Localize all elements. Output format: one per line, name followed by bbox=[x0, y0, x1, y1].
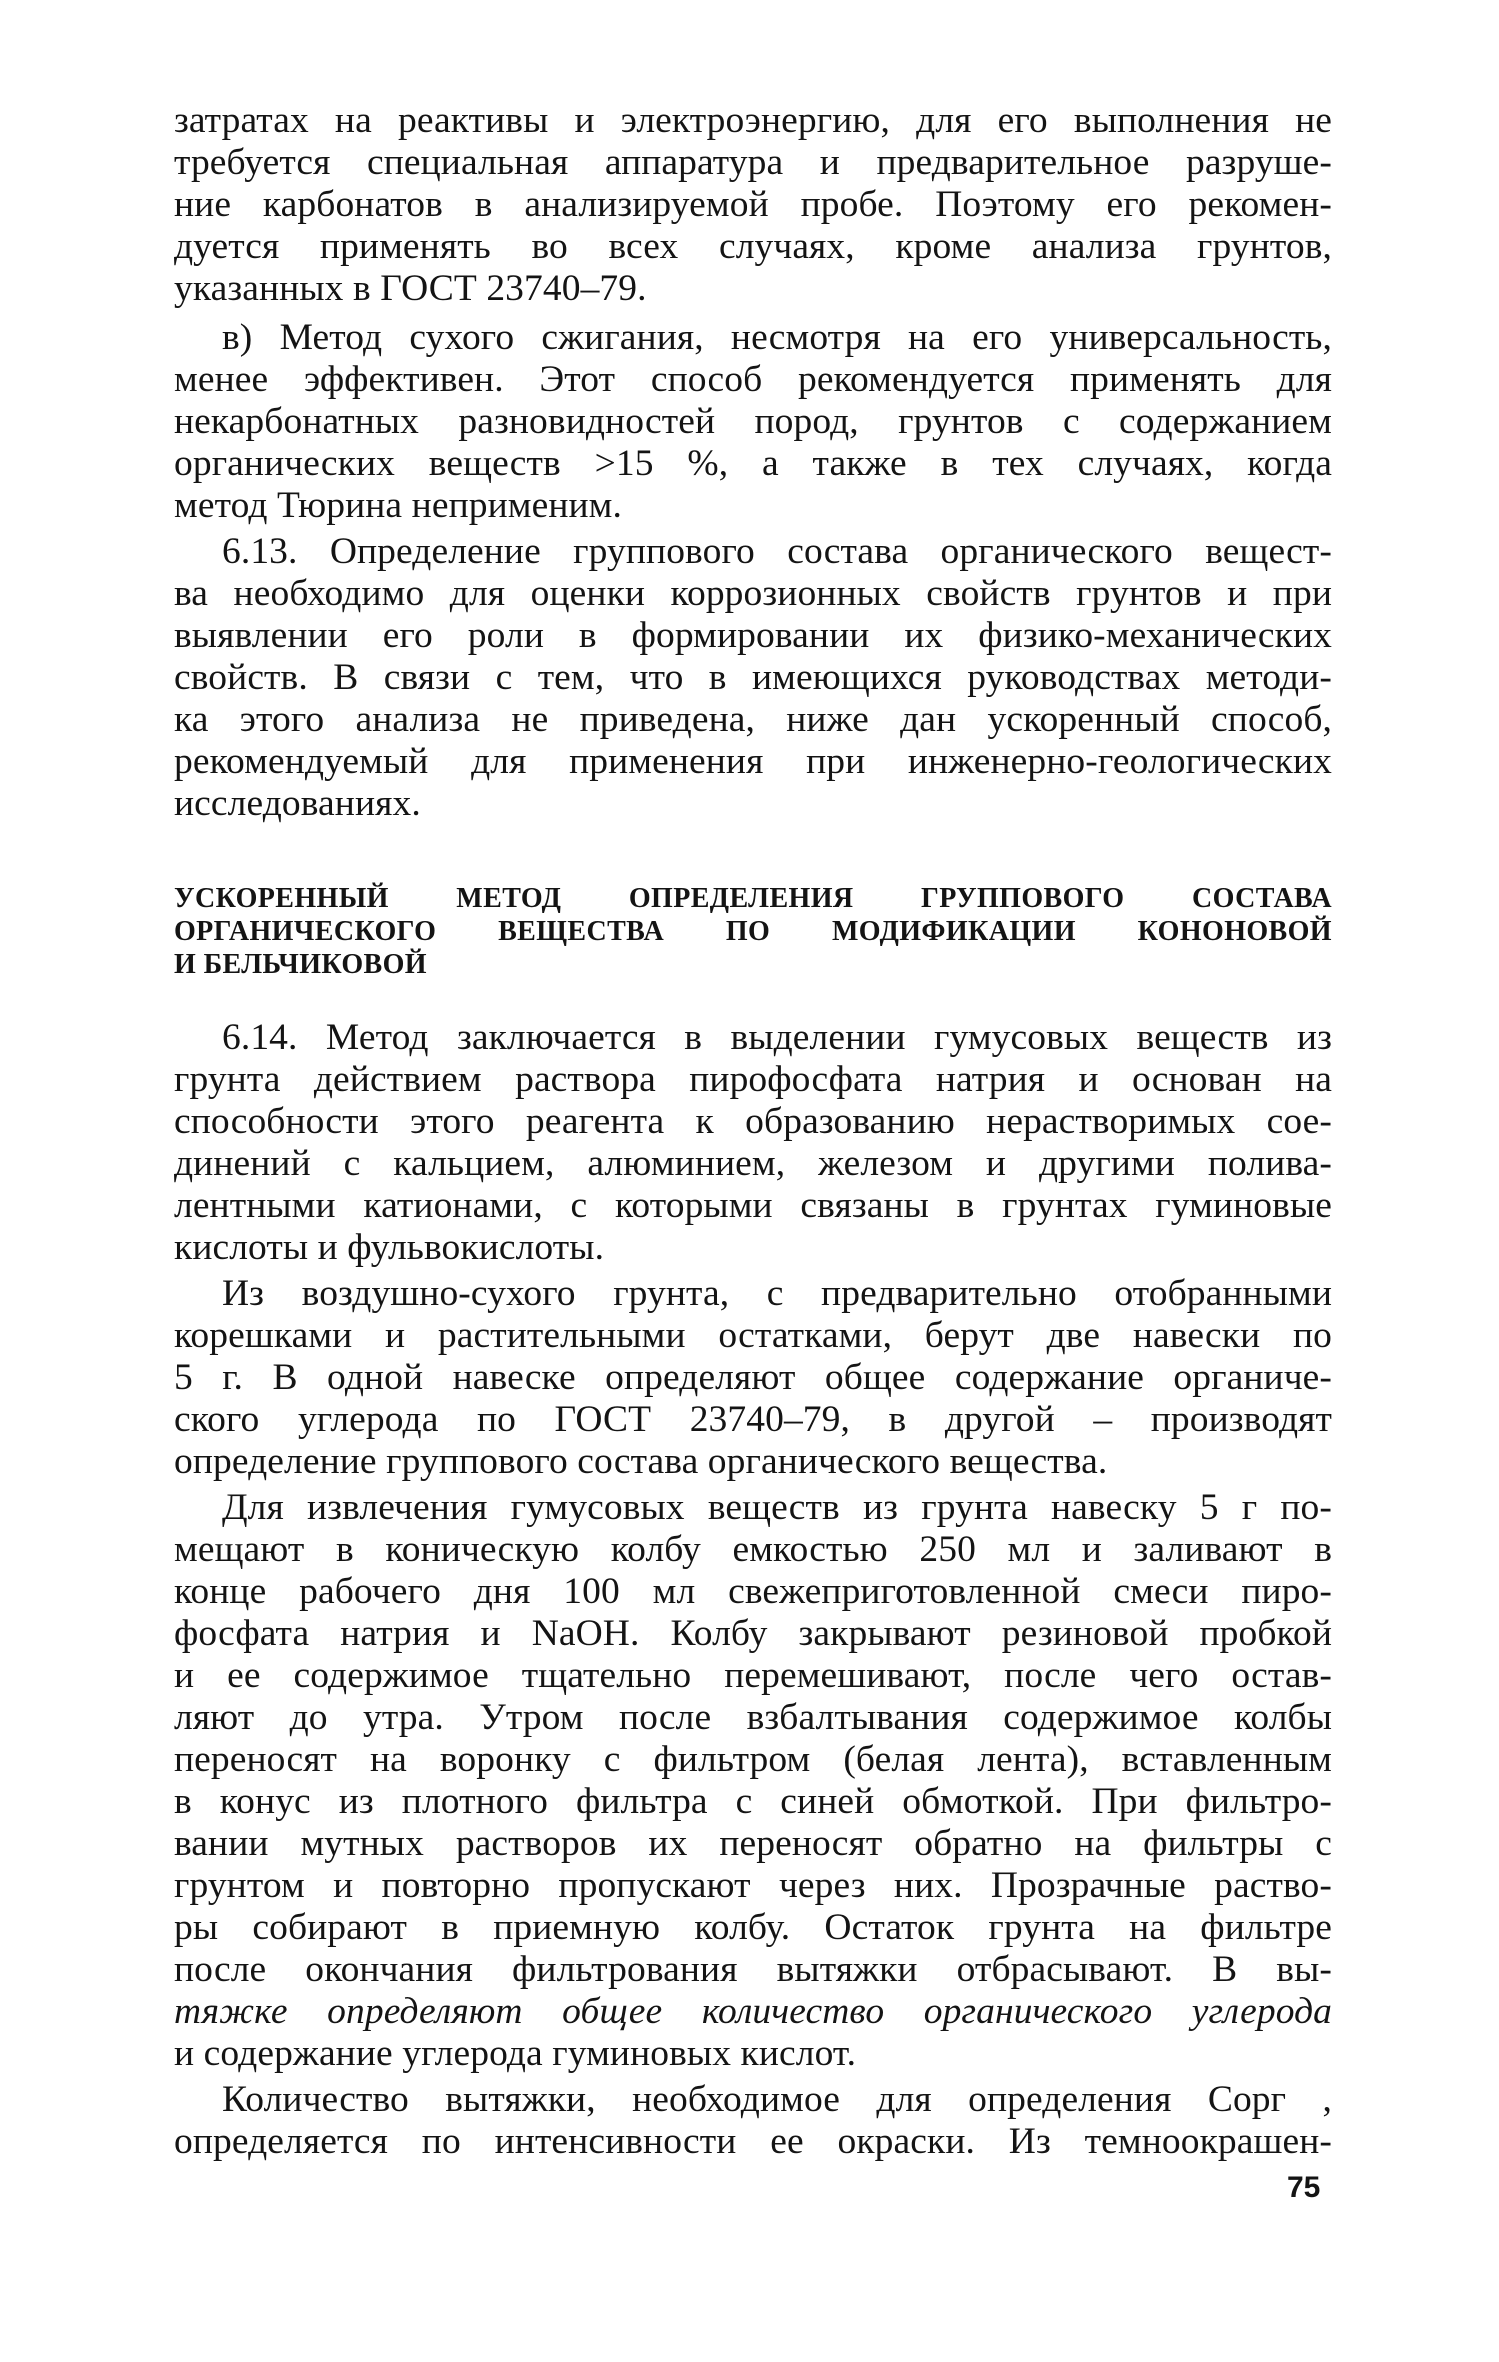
text-line: лентными катионами, с которыми связаны в грунтах гуминовые bbox=[174, 1185, 1332, 1226]
text-line: и содержание углерода гуминовых кислот. bbox=[174, 2033, 857, 2074]
section-heading-line: ОРГАНИЧЕСКОГО ВЕЩЕСТВА ПО МОДИФИКАЦИИ КОНОНОВОЙ bbox=[174, 916, 1332, 947]
text-line: затратах на реактивы и электроэнергию, для его выполнения не bbox=[174, 100, 1332, 141]
text-line: вании мутных растворов их переносят обратно на фильтры с bbox=[174, 1823, 1332, 1864]
text-line: рекомендуемый для применения при инженерно-геологических bbox=[174, 741, 1332, 782]
text-line: грунтом и повторно пропускают через них. Прозрачные раство- bbox=[174, 1865, 1332, 1906]
text-line: ского углерода по ГОСТ 23740–79, в другой – производят bbox=[174, 1399, 1332, 1440]
text-line: исследованиях. bbox=[174, 783, 421, 824]
text-line: конце рабочего дня 100 мл свежеприготовленной смеси пиро- bbox=[174, 1571, 1332, 1612]
text-line: ры собирают в приемную колбу. Остаток грунта на фильтре bbox=[174, 1907, 1332, 1948]
section-heading-line: И БЕЛЬЧИКОВОЙ bbox=[174, 949, 427, 980]
text-line: и ее содержимое тщательно перемешивают, после чего остав- bbox=[174, 1655, 1332, 1696]
text-line: некарбонатных разновидностей пород, грунтов с содержанием bbox=[174, 401, 1332, 442]
text-line: в) Метод сухого сжигания, несмотря на его универсальность, bbox=[222, 317, 1332, 358]
text-line: выявлении его роли в формировании их физико-механических bbox=[174, 615, 1332, 656]
text-line: менее эффективен. Этот способ рекомендуется применять для bbox=[174, 359, 1332, 400]
text-line: органических веществ >15 %, а также в тех случаях, когда bbox=[174, 443, 1332, 484]
text-line: метод Тюрина неприменим. bbox=[174, 485, 622, 526]
text-line: определение группового состава органического вещества. bbox=[174, 1441, 1108, 1482]
text-line: свойств. В связи с тем, что в имеющихся руководствах методи- bbox=[174, 657, 1332, 698]
text-line: ляют до утра. Утром после взбалтывания содержимое колбы bbox=[174, 1697, 1332, 1738]
text-line: мещают в коническую колбу емкостью 250 мл и заливают в bbox=[174, 1529, 1332, 1570]
text-line: 6.14. Метод заключается в выделении гумусовых веществ из bbox=[222, 1017, 1332, 1058]
text-line: корешками и растительными остатками, берут две навески по bbox=[174, 1315, 1332, 1356]
text-line: определяется по интенсивности ее окраски. Из темноокрашен- bbox=[174, 2121, 1332, 2162]
text-line: динений с кальцием, алюминием, железом и другими полива- bbox=[174, 1143, 1332, 1184]
text-line: указанных в ГОСТ 23740–79. bbox=[174, 268, 647, 309]
text-line: кислоты и фульвокислоты. bbox=[174, 1227, 605, 1268]
text-line: после окончания фильтрования вытяжки отбрасывают. В вы- bbox=[174, 1949, 1332, 1990]
text-line: ва необходимо для оценки коррозионных свойств грунтов и при bbox=[174, 573, 1332, 614]
text-line: Для извлечения гумусовых веществ из грунта навеску 5 г по- bbox=[222, 1487, 1332, 1528]
text-line: в конус из плотного фильтра с синей обмоткой. При фильтро- bbox=[174, 1781, 1332, 1822]
text-line: 6.13. Определение группового состава органического вещест- bbox=[222, 531, 1332, 572]
text-line: 5 г. В одной навеске определяют общее содержание органиче- bbox=[174, 1357, 1332, 1398]
text-line: требуется специальная аппаратура и предварительное разруше- bbox=[174, 142, 1332, 183]
text-line: дуется применять во всех случаях, кроме анализа грунтов, bbox=[174, 226, 1332, 267]
text-line: Количество вытяжки, необходимое для определения Cорг , bbox=[222, 2079, 1332, 2120]
text-line: Из воздушно-сухого грунта, с предварительно отобранными bbox=[222, 1273, 1332, 1314]
text-line: ка этого анализа не приведена, ниже дан ускоренный способ, bbox=[174, 699, 1332, 740]
text-line: тяжке определяют общее количество органического углерода bbox=[174, 1991, 1332, 2032]
page-number: 75 bbox=[1287, 2171, 1321, 2204]
text-line: фосфата натрия и NaOH. Колбу закрывают резиновой пробкой bbox=[174, 1613, 1332, 1654]
text-line: ние карбонатов в анализируемой пробе. Поэтому его рекомен- bbox=[174, 184, 1332, 225]
text-line: грунта действием раствора пирофосфата натрия и основан на bbox=[174, 1059, 1332, 1100]
text-line: способности этого реагента к образованию нерастворимых сое- bbox=[174, 1101, 1332, 1142]
section-heading-line: УСКОРЕННЫЙ МЕТОД ОПРЕДЕЛЕНИЯ ГРУППОВОГО СОСТАВА bbox=[174, 883, 1332, 914]
text-line: переносят на воронку с фильтром (белая лента), вставленным bbox=[174, 1739, 1332, 1780]
